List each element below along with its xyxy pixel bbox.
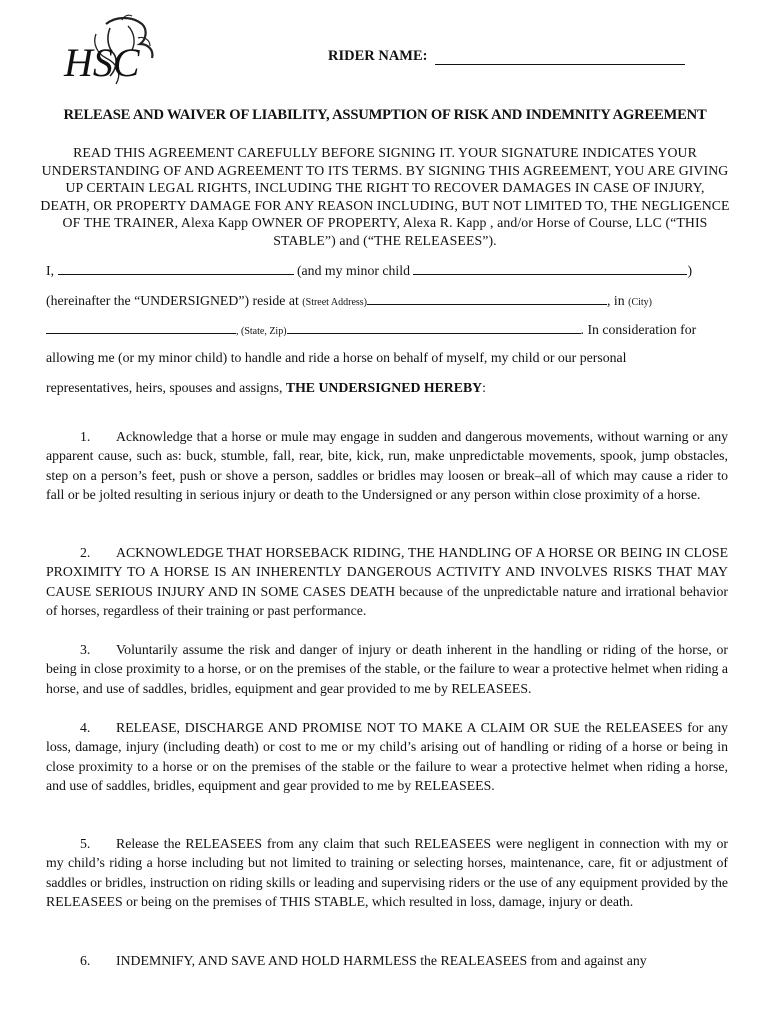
clause-2 [46, 543, 728, 621]
minor-child-name-blank[interactable] [413, 262, 687, 275]
form-line-2 [46, 292, 726, 309]
clause-text: INDEMNIFY, AND SAVE AND HOLD HARMLESS the REALEASEES from and against any [116, 953, 647, 968]
city-blank[interactable] [46, 321, 236, 334]
stable-logo [62, 14, 186, 90]
clause-1 [46, 427, 728, 505]
clause-4 [46, 718, 728, 796]
clause-text: Voluntarily assume the risk and danger of injury or death inherent in the handling or riding of the horse, or being in close proximity to a horse, or on the premises of the stable, or the failure to wear a protective helmet when riding a horse, and use of saddles, bridles, equipment and gear provided to me by RELEASEES. [46, 642, 728, 696]
form-line-1 [46, 262, 726, 279]
city-label: (City) [628, 297, 652, 308]
clause-text: Acknowledge that a horse or mule may engage in sudden and dangerous movements, without warning or any apparent cause, such as: buck, stumble, fall, rear, bite, kick, run, make unpredictable movements, spook, jump obstacles, step on a person’s feet, push or shove a person, saddles or bridles may loosen or break–all of which may cause a rider to fall or be jolted resulting in serious injury or death to the Undersigned or any person within close proximity of a horse. [46, 429, 728, 503]
text-close-paren: ) [687, 263, 693, 278]
clause-text: RELEASE, DISCHARGE AND PROMISE NOT TO MAKE A CLAIM OR SUE the RELEASEES for any loss, damage, injury (including death) or cost to me or my child’s arising out of handling or riding of a horse or being in close proximity to a horse or on the premises of the stable or the failure to wear a protective helmet when riding a horse, and use of saddles, bridles, equipment and gear provided to me by RELEASEES. [46, 720, 728, 794]
logo-letter-h: HSC [64, 40, 140, 85]
rider-name-field [328, 48, 685, 65]
clause-text: Release the RELEASEES from any claim that such RELEASEES were negligent in connection with my or my child’s riding a horse including but not limited to training or selecting horses, maintenance, care, fit or adjustment of saddles or bridles, instruction on riding skills or leading and supervising riders or the use of any equipment provided by the RELEASEES or being on the premises of THIS STABLE, which resulted in loss, damage, injury or death. [46, 836, 728, 910]
text-undersigned-hereby: THE UNDERSIGNED HEREBY [285, 380, 483, 395]
text-in: , in [607, 293, 625, 308]
form-line-3 [46, 321, 726, 338]
clause-number: 6. [80, 953, 91, 968]
document-title: RELEASE AND WAIVER OF LIABILITY, ASSUMPTION OF RISK AND INDEMNITY AGREEMENT [63, 107, 707, 123]
text-representatives: representatives, heirs, spouses and assigns, [46, 380, 283, 395]
clause-text: ACKNOWLEDGE THAT HORSEBACK RIDING, THE HANDLING OF A HORSE OR BEING IN CLOSE PROXIMITY TO A HORSE IS AN INHERENTLY DANGEROUS ACTIVITY AND INVOLVES RISKS THAT MAY CAUSE SERIOUS INJURY AND IN SOME CASES DEATH because of the unpredictable nature and irrational behavior of horses, regardless of their training or past performance. [46, 545, 728, 619]
clause-number: 1. [80, 429, 91, 444]
rider-name-label: RIDER NAME: [328, 48, 428, 64]
text-reside-at: (hereinafter the “UNDERSIGNED”) reside at [46, 293, 299, 308]
text-consideration: . In consideration for [580, 322, 697, 337]
clause-number: 4. [80, 720, 91, 735]
notice-paragraph: READ THIS AGREEMENT CAREFULLY BEFORE SIGNING IT. YOUR SIGNATURE INDICATES YOUR UNDERSTANDING OF AND AGREEMENT TO ITS TERMS. BY SIGNING THIS AGREEMENT, YOU ARE GIVING UP CERTAIN LEGAL RIGHTS, INCLUDING THE RIGHT TO RECOVER DAMAGES IN CASE OF INJURY, DEATH, OR PROPERTY DAMAGE FOR ANY REASON INCLUDING, BUT NOT LIMITED TO, THE NEGLIGENCE OF THE TRAINER, Alexa Kapp OWNER OF PROPERTY, Alexa R. Kapp , and/or Horse of Course, LLC (“THIS STABLE”) and (“THE RELEASEES”). [40, 145, 730, 248]
street-address-blank[interactable] [367, 292, 607, 305]
text-minor-child: (and my minor child [296, 263, 410, 278]
clause-number: 2. [80, 545, 91, 560]
text-i: I, [46, 263, 55, 278]
clause-5 [46, 834, 728, 912]
clause-number: 3. [80, 642, 91, 657]
clause-number: 5. [80, 836, 91, 851]
form-line-5 [46, 380, 726, 396]
clause-3 [46, 640, 728, 698]
undersigned-name-blank[interactable] [58, 262, 294, 275]
rider-name-blank[interactable] [435, 50, 685, 65]
street-address-label: (Street Address) [302, 297, 368, 308]
state-zip-blank[interactable] [287, 321, 581, 334]
form-line-4: allowing me (or my minor child) to handle and ride a horse on behalf of myself, my child or our personal [46, 350, 627, 365]
clause-6 [46, 951, 728, 970]
state-zip-label: , (State, Zip) [236, 326, 287, 337]
text-colon: : [482, 380, 486, 395]
